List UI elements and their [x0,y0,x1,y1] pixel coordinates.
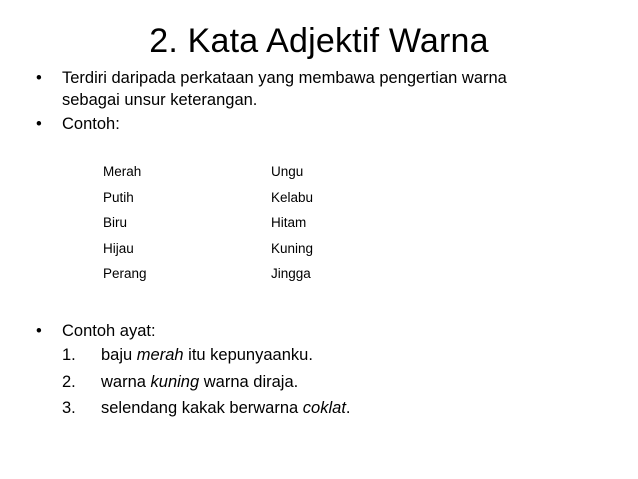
color-word: Putih [103,189,134,205]
bullet-marker: • [36,69,42,87]
color-word: Perang [103,266,147,281]
example-text-part: baju [101,346,137,364]
bullet-marker: • [36,115,42,133]
example-text [101,397,351,419]
example-text-part: warna [101,372,151,391]
example-color-word: coklat [302,399,346,417]
color-word: Biru [103,215,128,230]
bullet-contoh-text: Contoh: [62,115,120,133]
color-word: Ungu [271,164,304,179]
slide-title: 2. Kata Adjektif Warna [149,22,489,60]
bullet-contoh-ayat-text: Contoh ayat: [62,322,156,340]
color-word: Jingga [271,266,311,281]
example-text-part: itu kepunyaanku. [183,346,313,364]
color-word: Merah [103,164,142,179]
color-word: Kelabu [271,189,314,205]
example-color-word: kuning [150,372,200,391]
color-word: Kuning [271,240,314,256]
bullet-marker: • [36,322,42,340]
example-number: 2. [62,372,76,391]
example-text-part: warna diraja. [199,372,299,391]
color-word: Hijau [103,240,134,256]
bullet-definition-text [62,67,562,111]
color-word: Hitam [271,215,307,230]
example-text [101,371,298,393]
definition-line-2: sebagai unsur keterangan. [62,91,258,109]
definition-line-1: Terdiri daripada perkataan yang membawa pengertian warna [62,69,507,87]
example-number: 1. [62,346,76,364]
example-text-part: . [345,399,351,417]
example-text-part: selendang kakak berwarna [101,399,303,417]
example-text [101,344,313,366]
example-color-word: merah [136,346,184,364]
example-number: 3. [62,399,76,417]
